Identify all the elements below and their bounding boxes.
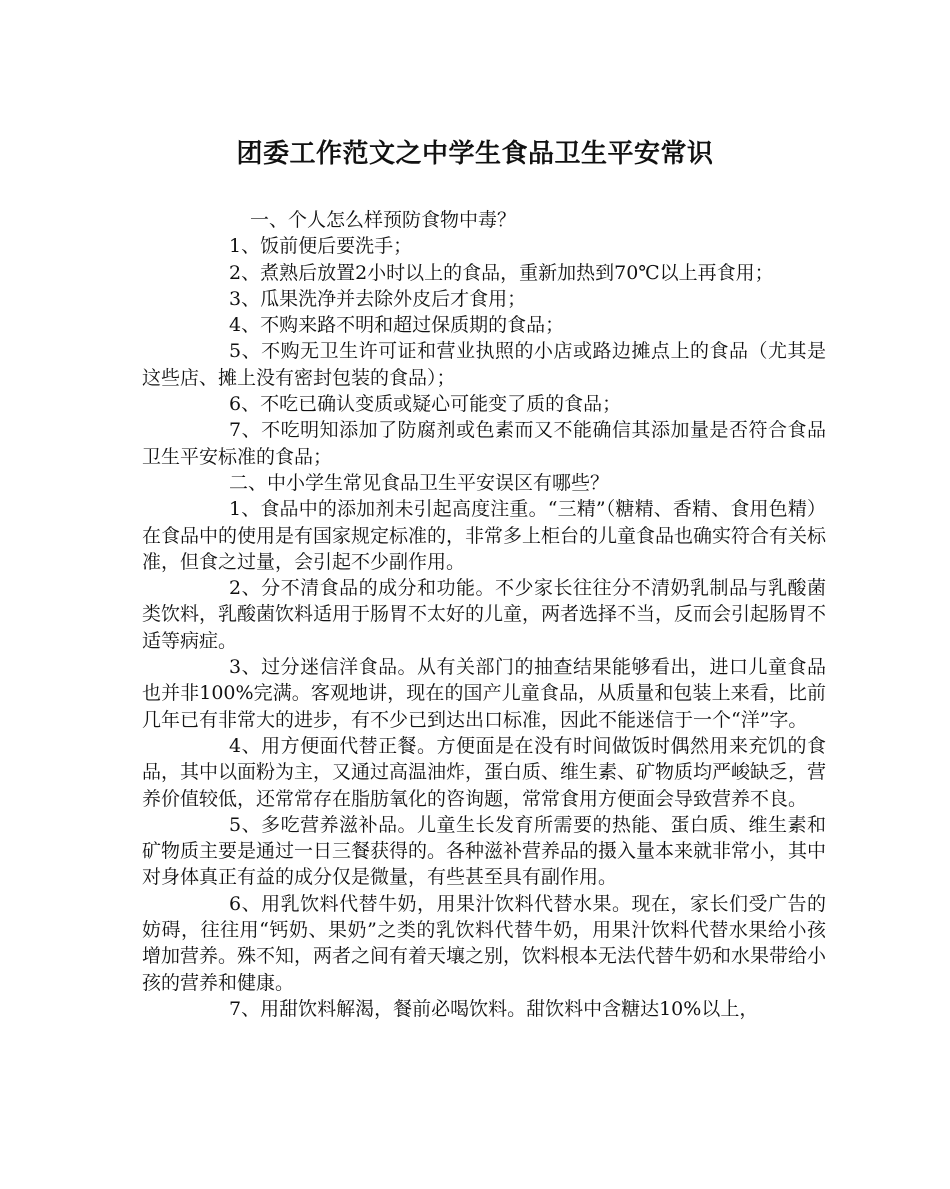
paragraph: 3、过分迷信洋食品。从有关部门的抽查结果能够看出，进口儿童食品也并非100%完满。客观地讲，现在的国产儿童食品，从质量和包装上来看，比前几年已有非常大的进步，有不少已到达出口标准，因此不能迷信于一个“洋”字。 xyxy=(142,656,826,731)
paragraph: 3、瓜果洗净并去除外皮后才食用； xyxy=(229,287,527,310)
paragraph: 7、用甜饮料解渴，餐前必喝饮料。甜饮料中含糖达10%以上， xyxy=(229,997,759,1020)
document-title: 团委工作范文之中学生食品卫生平安常识 xyxy=(236,139,714,169)
paragraph-section-2-heading: 二、中小学生常见食品卫生平安误区有哪些？ xyxy=(229,471,610,494)
paragraph: 4、不购来路不明和超过保质期的食品； xyxy=(229,314,565,337)
paragraph: 4、用方便面代替正餐。方便面是在没有时间做饭时偶然用来充饥的食品，其中以面粉为主，又通过高温油炸，蛋白质、维生素、矿物质均严峻缺乏，营养价值较低，还常常存在脂肪氧化的咨询题，常常食用方便面会导致营养不良。 xyxy=(142,734,827,810)
paragraph: 2、分不清食品的成分和功能。不少家长往往分不清奶乳制品与乳酸菌类饮料，乳酸菌饮料适用于肠胃不太好的儿童，两者选择不当，反而会引起肠胃不适等病症。 xyxy=(142,577,827,652)
paragraph: 6、用乳饮料代替牛奶，用果汁饮料代替水果。现在，家长们受广告的妨碍，往往用“钙奶、果奶”之类的乳饮料代替牛奶，用果汁饮料代替水果给小孩增加营养。殊不知，两者之间有着天壤之别，饮料根本无法代替牛奶和水果带给小孩的营养和健康。 xyxy=(142,892,827,994)
paragraph: 7、不吃明知添加了防腐剂或色素而又不能确信其添加量是否符合食品卫生平安标准的食品； xyxy=(142,419,826,468)
paragraph: 6、不吃已确认变质或疑心可能变了质的食品； xyxy=(229,393,622,416)
paragraph: 1、食品中的添加剂未引起高度注重。“三精”（糖精、香精、食用色精）在食品中的使用是有国家规定标准的，非常多上柜台的儿童食品也确实符合有关标准，但食之过量，会引起不少副作用。 xyxy=(142,498,827,573)
paragraph: 2、煮熟后放置2小时以上的食品，重新加热到70℃以上再食用； xyxy=(229,261,774,284)
paragraph-section-1-heading: 一、个人怎么样预防食物中毒？ xyxy=(250,209,517,231)
document-body xyxy=(142,207,826,1022)
paragraph: 1、饭前便后要洗手； xyxy=(229,235,413,258)
paragraph: 5、不购无卫生许可证和营业执照的小店或路边摊点上的食品（尤其是这些店、摊上没有密封包装的食品）； xyxy=(142,340,826,389)
paragraph: 5、多吃营养滋补品。儿童生长发育所需要的热能、蛋白质、维生素和矿物质主要是通过一日三餐获得的。各种滋补营养品的摄入量本来就非常小，其中对身体真正有益的成分仅是微量，有些甚至具有副作用。 xyxy=(142,813,827,889)
